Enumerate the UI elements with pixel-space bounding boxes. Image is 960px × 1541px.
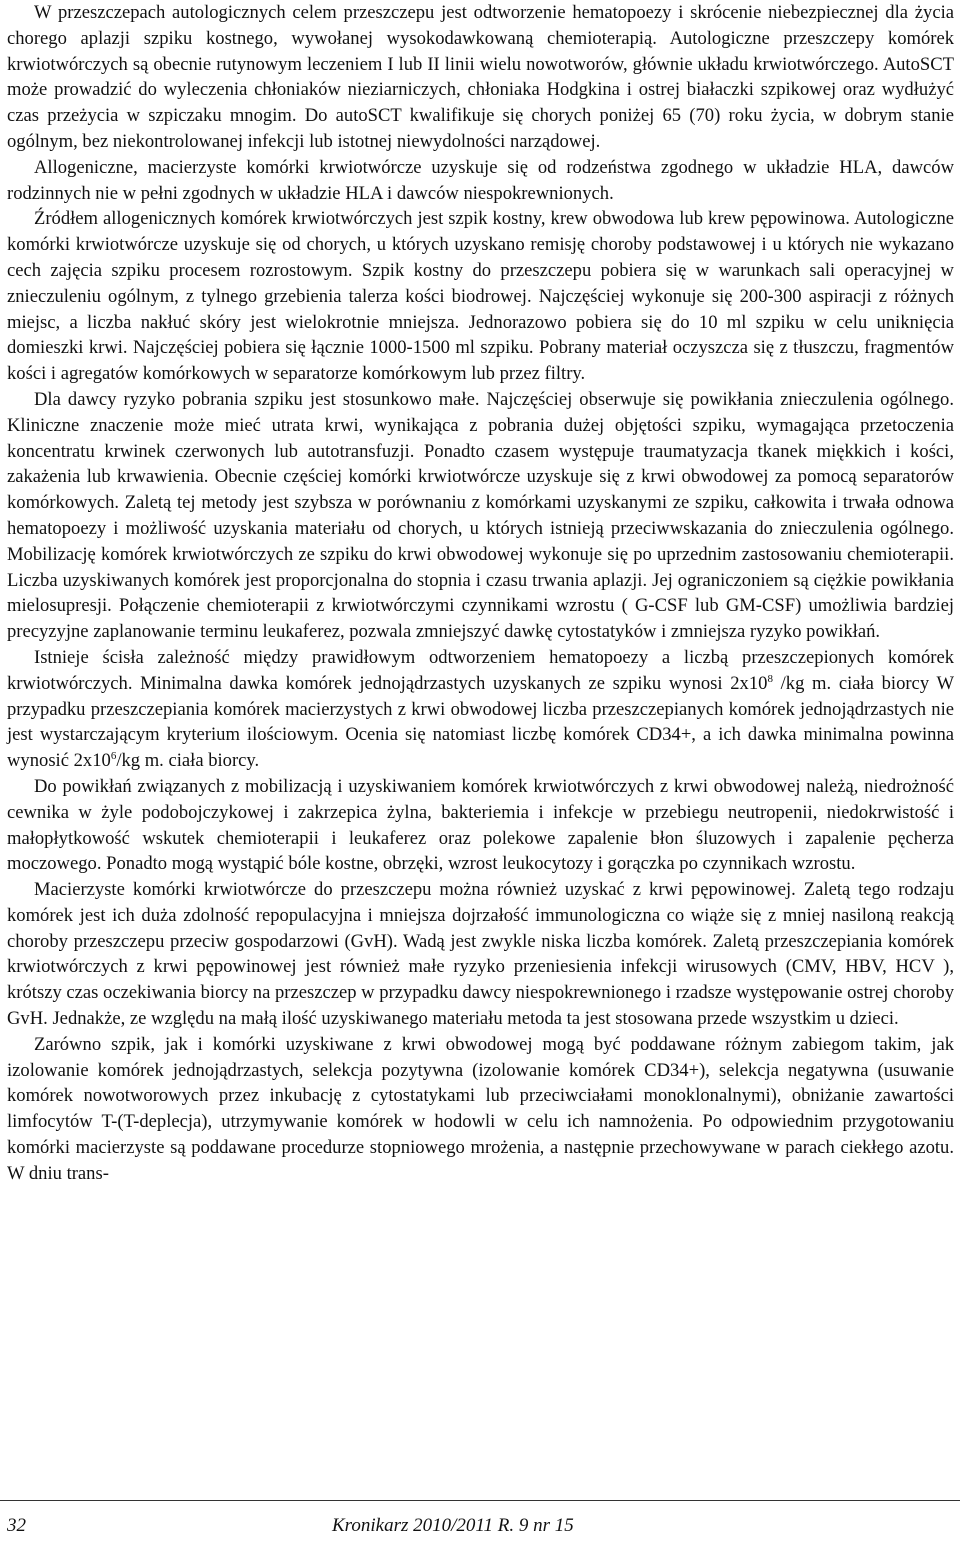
footer-divider	[0, 1500, 960, 1501]
paragraph-5	[7, 645, 954, 774]
page-footer	[7, 1505, 952, 1535]
paragraph-5-part-2: /kg m. ciała biorcy W przypadku przeszczepiania komórek macierzystych z krwi obwodowej liczba przeszczepianych komórek jednojądrzastych nie jest wystarczającym kryterium ilościowym. Ocenia się natomiast liczbę komórek CD34+, a ich dawka minimalna powinna wynosić 2x10	[7, 672, 954, 772]
paragraph-5-part-1: Istnieje ścisła zależność między prawidłowym odtworzeniem hematopoezy a liczbą przeszczepionych komórek krwiotwórczych. Minimalna dawka komórek jednojądrzastych uzyskanych ze szpiku wynosi 2x10	[7, 646, 954, 694]
paragraph-6: Do powikłań związanych z mobilizacją i uzyskiwaniem komórek krwiotwórczych z krwi obwodowej należą, niedrożność cewnika w żyle podobojczykowej i zakrzepica żylna, bakteriemia i infekcje w przebiegu neutropenii, niedokrwistość i małopłytkowość wskutek chemioterapii i leukaferez oraz polekowe zapalenie błon śluzowych i zapalenie pęcherza moczowego. Ponadto mogą wystąpić bóle kostne, obrzęki, wzrost leukocytozy i gorączka po czynnikach wzrostu.	[7, 775, 954, 875]
superscript-exponent-6: 6	[110, 749, 117, 762]
paragraph-4: Dla dawcy ryzyko pobrania szpiku jest stosunkowo małe. Najczęściej obserwuje się powikłania znieczulenia ogólnego. Kliniczne znaczenie może mieć utrata krwi, wynikająca z pobrania dużej objętości szpiku, wymagająca przetoczenia koncentratu krwinek czerwonych lub autotransfuzji. Ponadto czasem występuje traumatyzacja tkanek miękkich i kości, zakażenia lub krwawienia. Obecnie częściej komórki krwiotwórcze uzyskuje się z krwi obwodowej za pomocą separatorów komórkowych. Zaletą tej metody jest szybsza w porównaniu z komórkami uzyskanymi ze szpiku, całkowita i trwała odnowa hematopoezy i możliwość uzyskania materiału od chorych, u których istnieją przeciwwskazania do znieczulenia ogólnego. Mobilizację komórek krwiotwórczych ze szpiku do krwi obwodowej wykonuje się po uprzednim zastosowaniu chemioterapii. Liczba uzyskiwanych komórek jest proporcjonalna do stopnia i czasu trwania aplazji. Jej ograniczoniem są ciężkie powikłania mielosupresji. Połączenie chemioterapii z krwiotwórczymi czynnikami wzrostu ( G-CSF lub GM-CSF) umożliwia bardziej precyzyjne zaplanowanie terminu leukaferez, pozwala zmniejszyć dawkę cytostatyków i zmniejsza ryzyko powikłań.	[7, 388, 954, 643]
journal-citation: Kronikarz 2010/2011 R. 9 nr 15	[332, 1515, 574, 1536]
paragraph-5-part-3: /kg m. ciała biorcy.	[116, 750, 260, 772]
paragraph-2: Allogeniczne, macierzyste komórki krwiotwórcze uzyskuje się od rodzeństwa zgodnego w układzie HLA, dawców rodzinnych nie w pełni zgodnych w układzie HLA i dawców niespokrewnionych.	[7, 156, 954, 204]
page-number: 32	[7, 1515, 26, 1536]
superscript-exponent-8: 8	[767, 672, 773, 685]
paragraph-8: Zarówno szpik, jak i komórki uzyskiwane z krwi obwodowej mogą być poddawane różnym zabiegom takim, jak izolowanie komórek jednojądrzastych, selekcja pozytywna (izolowanie komórek CD34+), selekcja negatywna (usuwanie komórek nowotworowych przez inkubację z cytostatykami lub przeciwciałami monoklonalnymi), obniżanie zawartości limfocytów T-(T-deplecja), utrzymywanie komórek w hodowli w celu ich namnożenia. Po odpowiednim przygotowaniu komórki macierzyste są poddawane procedurze stopniowego mrożenia, a następnie przechowywane w parach ciekłego azotu. W dniu trans-	[7, 1033, 954, 1184]
paragraph-7: Macierzyste komórki krwiotwórcze do przeszczepu można również uzyskać z krwi pępowinowej. Zaletą tego rodzaju komórek jest ich duża zdolność repopulacyjna i mniejsza dojrzałość immunologiczna co wiąże się z mniej nasiloną reakcją choroby przeszczepu przeciw gospodarzowi (GvH). Wadą jest zwykle niska liczba komórek. Zaletą przeszczepiania komórek krwiotwórczych z krwi pępowinowej jest również małe ryzyko przeniesienia infekcji wirusowych (CMV, HBV, HCV ), krótszy czas oczekiwania biorcy na przeszczep w przypadku dawcy niespokrewnionego i rzadsze występowanie ostrej choroby GvH. Jednakże, ze względu na małą ilość uzyskiwanego materiału metoda ta jest stosowana przede wszystkim u dzieci.	[7, 879, 954, 1030]
paragraph-1: W przeszczepach autologicznych celem przeszczepu jest odtworzenie hematopoezy i skrócenie niebezpiecznej dla życia chorego aplazji szpiku kostnego, wywołanej wysokodawkowaną chemioterapią. Autologiczne przeszczepy komórek krwiotwórczych są obecnie rutynowym leczeniem I lub II linii wielu nowotworów, głównie układu krwiotwórczego. AutoSCT może prowadzić do wyleczenia chłoniaków nieziarniczych, chłoniaka Hodgkina i ostrej białaczki szpikowej oraz wydłużyć czas przeżycia w szpiczaku mnogim. Do autoSCT kwalifikuje się chorych poniżej 65 (70) roku życia, w dobrym stanie ogólnym, bez niekontrolowanej infekcji lub istotnej niewydolności narządowej.	[7, 2, 954, 152]
article-body	[7, 0, 954, 1187]
paragraph-3: Źródłem allogenicznych komórek krwiotwórczych jest szpik kostny, krew obwodowa lub krew pępowinowa. Autologiczne komórki krwiotwórcze uzyskuje się od chorych, u których uzyskano remisję choroby podstawowej i u których nie wykazano cech zajęcia szpiku procesem rozrostowym. Szpik kostny do przeszczepu pobiera się w warunkach sali operacyjnej w znieczuleniu ogólnym, z tylnego grzebienia talerza kości biodrowej. Najczęściej wykonuje się 200-300 aspiracji z różnych miejsc, a liczba nakłuć skóry jest wielokrotnie mniejsza. Jednorazowo pobiera się do 10 ml szpiku w celu uniknięcia domieszki krwi. Najczęściej pobiera się łącznie 1000-1500 ml szpiku. Pobrany materiał oczyszcza się z tłuszczu, fragmentów kości i agregatów komórkowych w separatorze komórkowym lub przez filtry.	[7, 208, 954, 385]
